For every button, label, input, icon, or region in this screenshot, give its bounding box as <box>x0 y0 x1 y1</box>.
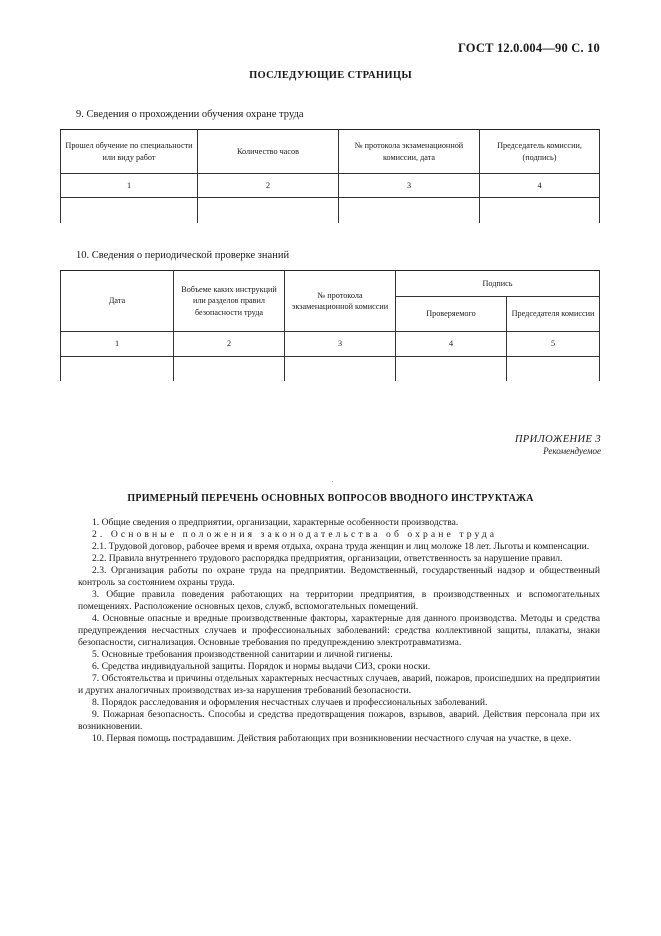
table-cell <box>396 357 507 381</box>
instruction-title: ПРИМЕРНЫЙ ПЕРЕЧЕНЬ ОСНОВНЫХ ВОПРОСОВ ВВОДНОГО ИНСТРУКТАЖА <box>127 493 534 504</box>
list-item: 2. Основные положения законодательства об охране труда <box>92 528 498 540</box>
print-speck <box>332 481 333 482</box>
section9-caption: 9. Сведения о прохождении обучения охране труда <box>76 109 304 120</box>
list-item: 10. Первая помощь пострадавшим. Действия работающих при возникновении несчастного случая на участке, в цехе. <box>92 732 572 744</box>
section10-caption: 10. Сведения о периодической проверке знаний <box>76 250 290 261</box>
instruction-body <box>78 517 600 745</box>
column-header: Вобъеме каких инструкций или разделов правил безопасности труда <box>174 271 285 332</box>
table-column-numbers-row <box>61 332 600 357</box>
page-subtitle: ПОСЛЕДУЮЩИЕ СТРАНИЦЫ <box>249 70 412 81</box>
list-item: 2.1. Трудовой договор, рабочее время и время отдыха, охрана труда женщин и лиц моложе 18 лет. Льготы и компенсации. <box>92 540 590 552</box>
column-number: 3 <box>339 174 480 198</box>
table-column-numbers-row <box>61 174 600 198</box>
column-number: 1 <box>61 332 174 357</box>
column-number: 2 <box>174 332 285 357</box>
list-item: 2.3. Организация работы по охране труда на предприятии. Ведомственный, государственный надзор и общественный контроль за состоянием охраны труда. <box>78 564 600 588</box>
column-number: 3 <box>285 332 396 357</box>
column-header: Количество часов <box>198 130 339 174</box>
column-number: 4 <box>396 332 507 357</box>
appendix-label: ПРИЛОЖЕНИЕ 3 <box>514 434 601 445</box>
table-cell <box>198 198 339 223</box>
subcolumn-header: Председателя комиссии <box>507 297 600 332</box>
table-row <box>61 198 600 223</box>
table-cell <box>61 357 174 381</box>
list-item: 1. Общие сведения о предприятии, организации, характерные особенности производства. <box>92 517 459 528</box>
column-number: 5 <box>507 332 600 357</box>
table-cell <box>480 198 600 223</box>
list-item: 7. Обстоятельства и причины отдельных характерных несчастных случаев, аварий, пожаров, происшедших на предприятии и других аналогичных производствах из-за нарушения требований безопасности. <box>78 672 600 696</box>
list-item: 9. Пожарная безопасность. Способы и средства предотвращения пожаров, взрывов, аварий. Действия персонала при их возникновении. <box>78 708 600 732</box>
list-item: 5. Основные требования производственной санитарии и личной гигиены. <box>92 648 393 660</box>
column-number: 2 <box>198 174 339 198</box>
list-item: 3. Общие правила поведения работающих на территории предприятия, в производственных и вспомогательных помещениях. Расположение основных цехов, служб, вспомогательных помещений. <box>78 588 600 612</box>
column-number: 1 <box>61 174 198 198</box>
table-cell <box>174 357 285 381</box>
list-item: 6. Средства индивидуальной защиты. Порядок и нормы выдачи СИЗ, сроки носки. <box>92 660 431 672</box>
subcolumn-header: Проверяемого <box>396 297 507 332</box>
table-cell <box>339 198 480 223</box>
column-header: Дата <box>61 271 174 332</box>
column-header: № протокола экзаменационной комиссии, дата <box>339 130 480 174</box>
table-cell <box>285 357 396 381</box>
column-header: Председатель комиссии, (подпись) <box>480 130 600 174</box>
table-header-row <box>61 130 600 174</box>
list-item: 2.2. Правила внутреннего трудового распорядка предприятия, организации, ответственность за нарушение правил. <box>92 552 563 564</box>
page-header-doc-ref: ГОСТ 12.0.004—90 С. 10 <box>457 41 600 55</box>
appendix-label-block <box>515 434 601 456</box>
list-item: 8. Порядок расследования и оформления несчастных случаев и профессиональных заболеваний. <box>92 696 488 708</box>
column-number: 4 <box>480 174 600 198</box>
table-row <box>61 357 600 381</box>
training-record-table <box>60 129 600 223</box>
column-header: № протокола экзаменационной комиссии <box>285 271 396 332</box>
appendix-status: Рекомендуемое <box>543 446 601 456</box>
table-cell <box>507 357 600 381</box>
table-cell <box>61 198 198 223</box>
list-item: 4. Основные опасные и вредные производственные факторы, характерные для данного производства. Методы и средства предупреждения несчастных случаев и профессиональных заболеваний: средства коллективной защиты, плакаты, знаки безопасности, сигнализация. Основные требования по предупреждению электротравматизма. <box>78 612 600 648</box>
column-header: Прошел обучение по специальности или виду работ <box>61 130 198 174</box>
knowledge-check-table <box>60 270 600 381</box>
table-header-row <box>61 271 600 297</box>
column-header: Подпись <box>396 271 600 297</box>
